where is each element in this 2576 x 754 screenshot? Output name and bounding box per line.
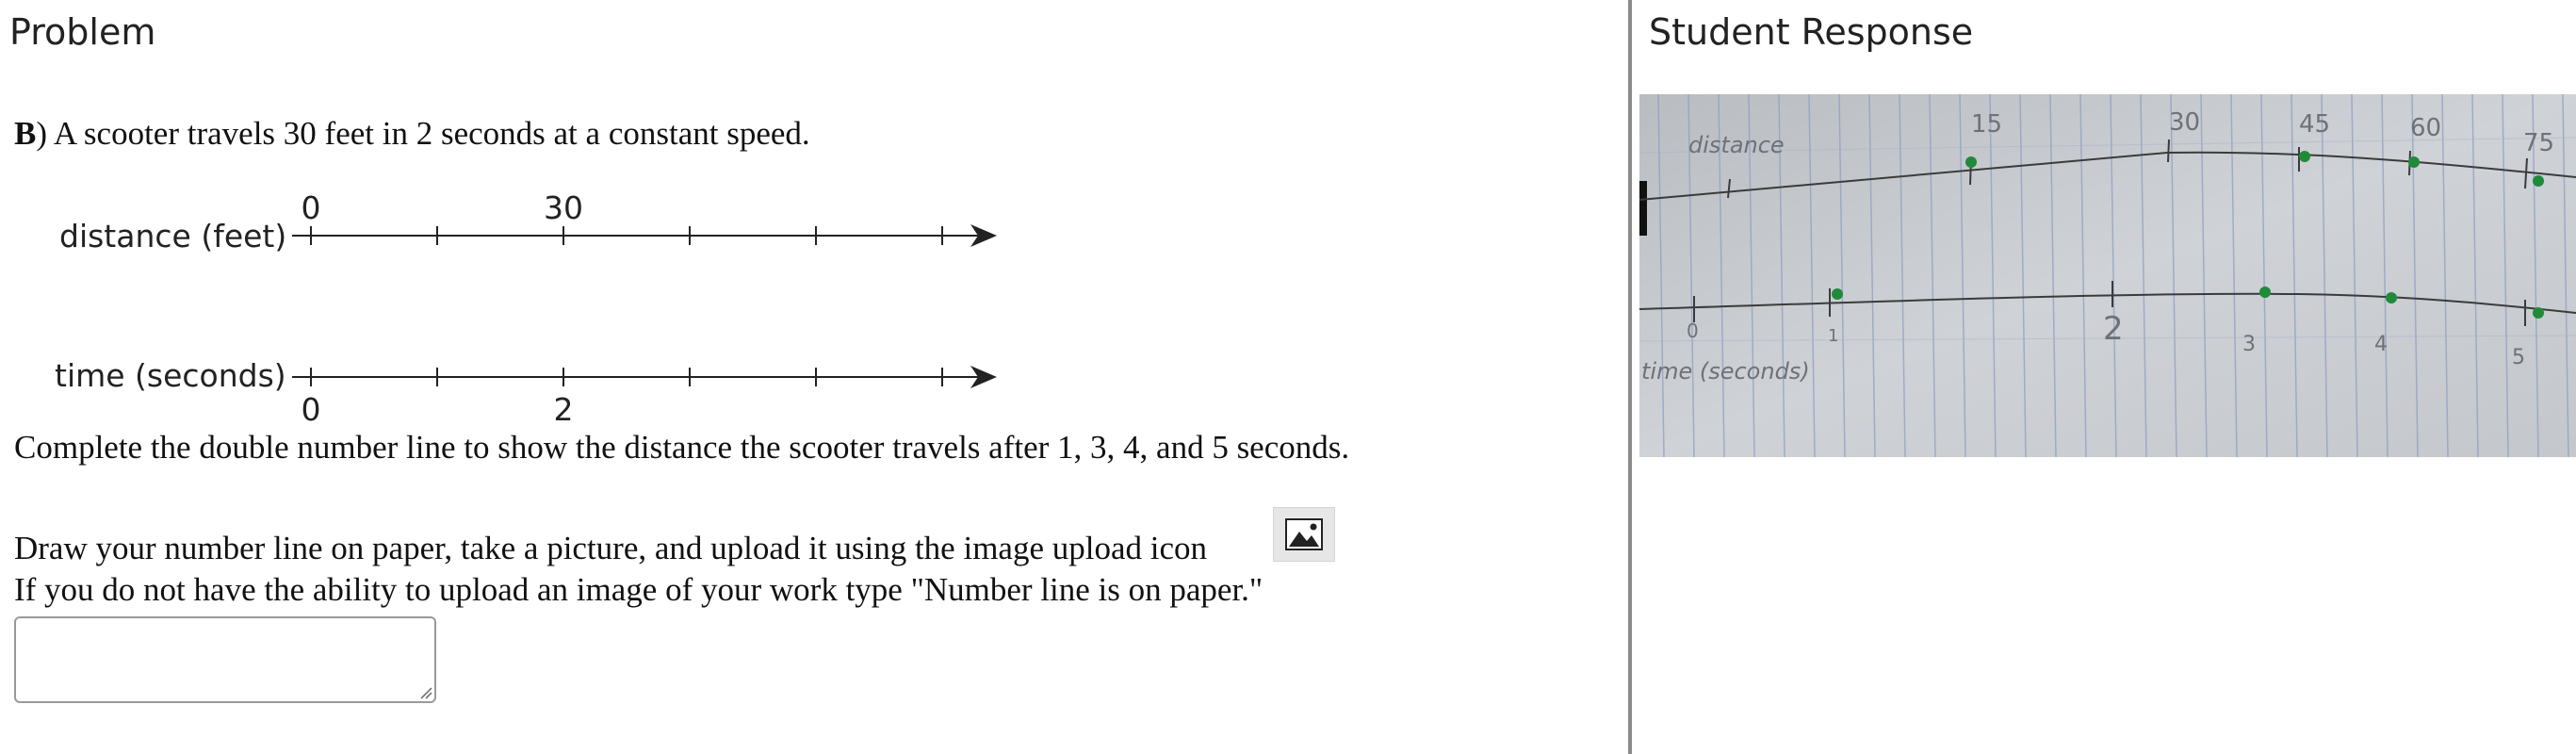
drawn-point: [2533, 307, 2544, 319]
drawn-distance-number: 60: [2410, 114, 2442, 142]
drawn-time-number: 1: [1828, 326, 1839, 346]
distance-tick-label-30: 30: [544, 189, 583, 226]
time-tick-label-0: 0: [301, 391, 321, 424]
drawn-time-label: time (seconds): [1641, 358, 1810, 385]
problem-statement: [14, 115, 810, 153]
drawn-distance-number: 75: [2523, 129, 2555, 157]
image-icon: [1285, 518, 1323, 550]
resize-grip-icon[interactable]: [419, 686, 432, 699]
drawn-point: [2408, 156, 2420, 168]
drawn-point: [2259, 287, 2271, 298]
drawn-distance-number: 30: [2169, 108, 2201, 137]
part-suffix: ): [36, 115, 48, 152]
instruction-complete: Complete the double number line to show the distance the scooter travels after 1, 3, 4, and 5 seconds.: [14, 429, 1350, 466]
drawn-distance-number: 45: [2299, 110, 2331, 139]
student-response-panel: [1632, 0, 2576, 754]
distance-number-line: [292, 224, 997, 247]
time-axis-label: time (seconds): [55, 357, 286, 394]
instruction-upload: Draw your number line on paper, take a picture, and upload it using the image upload icon: [14, 530, 1207, 566]
instruction-alternative: If you do not have the ability to upload an image of your work type "Number line is on paper.": [14, 571, 1264, 608]
drawn-point: [2299, 151, 2310, 162]
answer-textarea[interactable]: [14, 616, 436, 703]
drawn-distance-number: 15: [1971, 110, 2003, 139]
drawn-time-number: 0: [1687, 320, 1699, 342]
drawn-time-number: 3: [2242, 333, 2256, 356]
photo-edge-shadow: [1639, 181, 1647, 236]
drawn-point: [1965, 156, 1977, 168]
drawn-point: [2533, 175, 2544, 187]
drawn-time-number: 2: [2103, 310, 2124, 348]
image-upload-icon[interactable]: [1273, 507, 1335, 562]
time-number-line: [292, 366, 997, 388]
problem-panel-title: Problem: [9, 11, 156, 53]
distance-tick-label-0: 0: [301, 189, 321, 226]
part-label: B: [14, 115, 37, 152]
distance-axis-label: distance (feet): [59, 218, 287, 254]
drawn-distance-label: distance: [1688, 132, 1785, 158]
time-tick-label-2: 2: [553, 391, 574, 424]
drawn-time-number: 5: [2512, 346, 2525, 369]
drawn-point: [2386, 292, 2397, 303]
problem-text: A scooter travels 30 feet in 2 seconds at a constant speed.: [47, 115, 810, 152]
student-response-title: Student Response: [1649, 11, 1974, 53]
drawn-time-number: 4: [2374, 333, 2388, 356]
student-work-photo: [1639, 94, 2576, 457]
drawn-point: [1832, 288, 1843, 300]
double-number-line: [0, 179, 1036, 424]
